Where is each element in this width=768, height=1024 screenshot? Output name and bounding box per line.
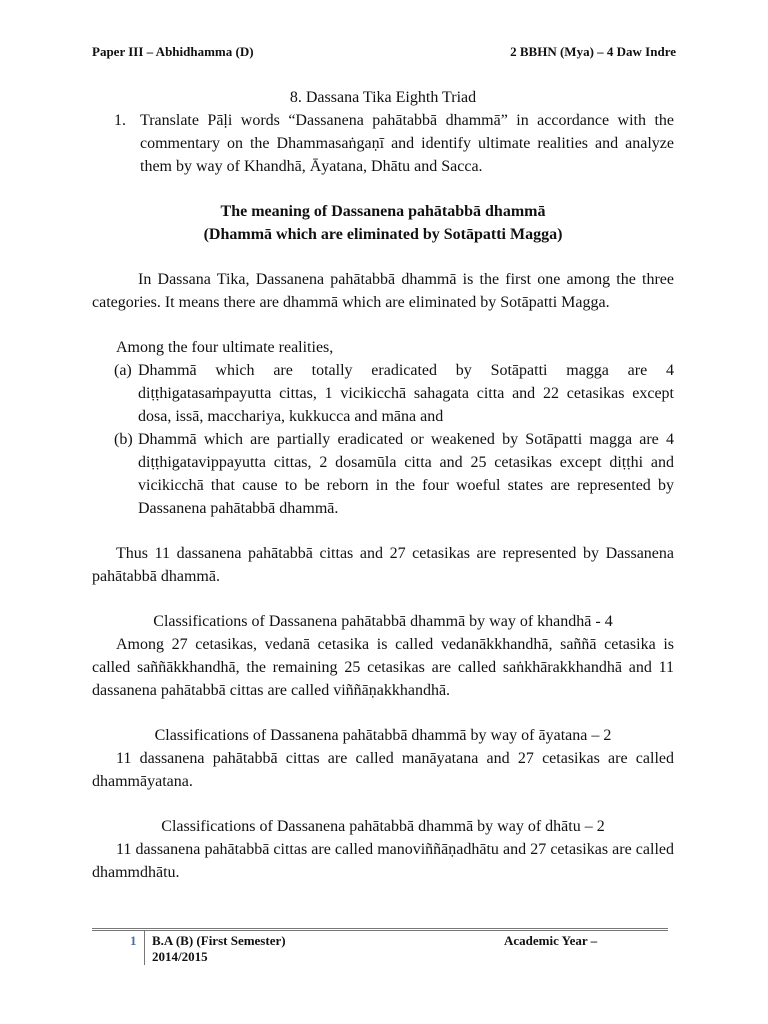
question-item xyxy=(92,109,674,178)
khandha-text: Among 27 cetasikas, vedanā cetasika is called vedanākkhandhā, saññā cetasika is called saññākkhandhā, the remaining 25 cetasikas are called saṅkhārakkhandhā and 11 dassanena pahātabbā cittas are called viññāṇakkhandhā. xyxy=(92,636,674,699)
item-a-label: (a) xyxy=(114,362,132,379)
page-number: 1 xyxy=(130,933,137,948)
item-b-text: Dhammā which are partially eradicated or weakened by Sotāpatti magga are 4 diṭṭhigatavippayutta cittas, 2 dosamūla citta and 25 cetasikas except diṭṭhi and vicikicchā that cause to be reborn in the four woeful states are represented by Dassanena pahātabbā dhammā. xyxy=(138,431,674,517)
footer-divider xyxy=(92,928,668,931)
ayatana-heading: Classifications of Dassanena pahātabbā dhammā by way of āyatana – 2 xyxy=(154,727,612,744)
among-four-line: Among the four ultimate realities, xyxy=(116,339,334,356)
header-right: 2 BBHN (Mya) – 4 Daw Indre xyxy=(510,44,676,59)
footer-course-line1: B.A (B) (First Semester) xyxy=(152,933,286,948)
page-header xyxy=(92,44,676,60)
intro-paragraph: In Dassana Tika, Dassanena pahātabbā dhammā is the first one among the three categories. It means there are dhammā which are eliminated by Sotāpatti Magga. xyxy=(92,271,674,311)
heading-line-2: (Dhammā which are eliminated by Sotāpatti Magga) xyxy=(203,226,563,243)
item-b-label: (b) xyxy=(114,431,133,448)
dhatu-text: 11 dassanena pahātabbā cittas are called manoviññāṇadhātu and 27 cetasikas are called dhammdhātu. xyxy=(92,841,674,881)
thus-paragraph: Thus 11 dassanena pahātabbā cittas and 27 cetasikas are represented by Dassanena pahātabbā dhammā. xyxy=(92,545,674,585)
item-a-text: Dhammā which are totally eradicated by Sotāpatti magga are 4 diṭṭhigatasaṁpayutta cittas, 1 vicikicchā sahagata citta and 22 cetasikas except dosa, issā, macchariya, kukkucca and māna and xyxy=(138,362,674,425)
dhatu-heading: Classifications of Dassanena pahātabbā dhammā by way of dhātu – 2 xyxy=(161,818,605,835)
document-body xyxy=(92,86,674,884)
heading-line-1: The meaning of Dassanena pahātabbā dhammā xyxy=(220,203,546,220)
footer-course xyxy=(152,933,352,965)
ayatana-text: 11 dassanena pahātabbā cittas are called manāyatana and 27 cetasikas are called dhammāyatana. xyxy=(92,750,674,790)
footer-academic-year: Academic Year – xyxy=(504,933,598,948)
list-item-a xyxy=(92,359,674,428)
khandha-heading: Classifications of Dassanena pahātabbā dhammā by way of khandhā - 4 xyxy=(153,613,613,630)
footer-separator xyxy=(144,931,145,965)
section-title: 8. Dassana Tika Eighth Triad xyxy=(289,89,477,106)
question-text: Translate Pāḷi words “Dassanena pahātabbā dhammā” in accordance with the commentary on the Dhammasaṅgaṇī and identify ultimate realities and analyze them by way of Khandhā, Āyatana, Dhātu and Sacca. xyxy=(140,112,674,175)
list-item-b xyxy=(92,428,674,520)
header-left: Paper III – Abhidhamma (D) xyxy=(92,44,254,59)
footer-course-line2: 2014/2015 xyxy=(152,949,208,964)
question-number: 1. xyxy=(114,112,126,129)
